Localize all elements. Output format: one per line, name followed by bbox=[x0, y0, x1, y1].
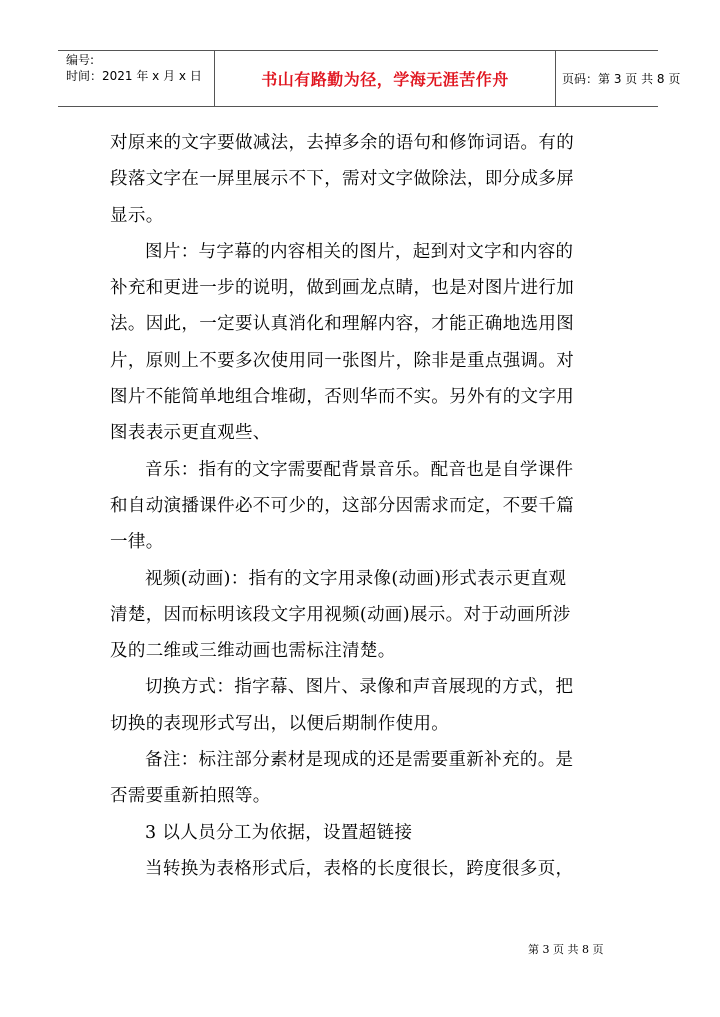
page-footer: 第 3 页 共 8 页 bbox=[528, 943, 604, 956]
body-line: 备注：标注部分素材是现成的还是需要重新补充的。是 bbox=[145, 750, 574, 771]
header-page-number: 页码：第 3 页 共 8 页 bbox=[562, 72, 681, 86]
body-line: 音乐：指有的文字需要配背景音乐。配音也是自学课件 bbox=[145, 459, 574, 480]
body-line: 切换方式：指字幕、图片、录像和声音展现的方式，把 bbox=[145, 677, 574, 698]
body-line: 和自动演播课件必不可少的，这部分因需求而定，不要千篇 bbox=[110, 495, 575, 516]
body-line: 图表表示更直观些、 bbox=[110, 423, 271, 444]
body-line: 显示。 bbox=[110, 205, 164, 226]
body-line: 一律。 bbox=[110, 532, 164, 553]
section-heading: 3 以人员分工为依据，设置超链接 bbox=[145, 822, 413, 843]
header-meta-cell bbox=[58, 51, 215, 106]
body-line: 及的二维或三维动画也需标注清楚。 bbox=[110, 641, 396, 662]
time-label: 时间：2021 年 x 月 x 日 bbox=[66, 69, 202, 83]
header-motto: 书山有路勤为径，学海无涯苦作舟 bbox=[215, 51, 556, 106]
body-line: 法。因此，一定要认真消化和理解内容，才能正确地选用图 bbox=[110, 314, 575, 335]
body-line: 补充和更进一步的说明，做到画龙点睛，也是对图片进行加 bbox=[110, 278, 575, 299]
document-body bbox=[110, 125, 625, 887]
page-header bbox=[58, 50, 681, 107]
body-line: 片，原则上不要多次使用同一张图片，除非是重点强调。对 bbox=[110, 350, 575, 371]
body-line: 视频(动画)：指有的文字用录像(动画)形式表示更直观 bbox=[145, 568, 567, 589]
body-line: 清楚，因而标明该段文字用视频(动画)展示。对于动画所涉 bbox=[110, 604, 571, 625]
body-line: 图片：与字幕的内容相关的图片，起到对文字和内容的 bbox=[145, 241, 574, 262]
body-line: 图片不能简单地组合堆砌，否则华而不实。另外有的文字用 bbox=[110, 387, 575, 408]
body-line: 当转换为表格形式后，表格的长度很长，跨度很多页， bbox=[145, 858, 574, 879]
body-line: 切换的表现形式写出，以便后期制作使用。 bbox=[110, 713, 450, 734]
body-line: 否需要重新拍照等。 bbox=[110, 786, 271, 807]
body-line: 对原来的文字要做减法，去掉多余的语句和修饰词语。有的 bbox=[110, 133, 575, 153]
serial-number-label: 编号: bbox=[66, 53, 95, 67]
body-line: 段落文字在一屏里展示不下，需对文字做除法，即分成多屏 bbox=[110, 169, 575, 190]
